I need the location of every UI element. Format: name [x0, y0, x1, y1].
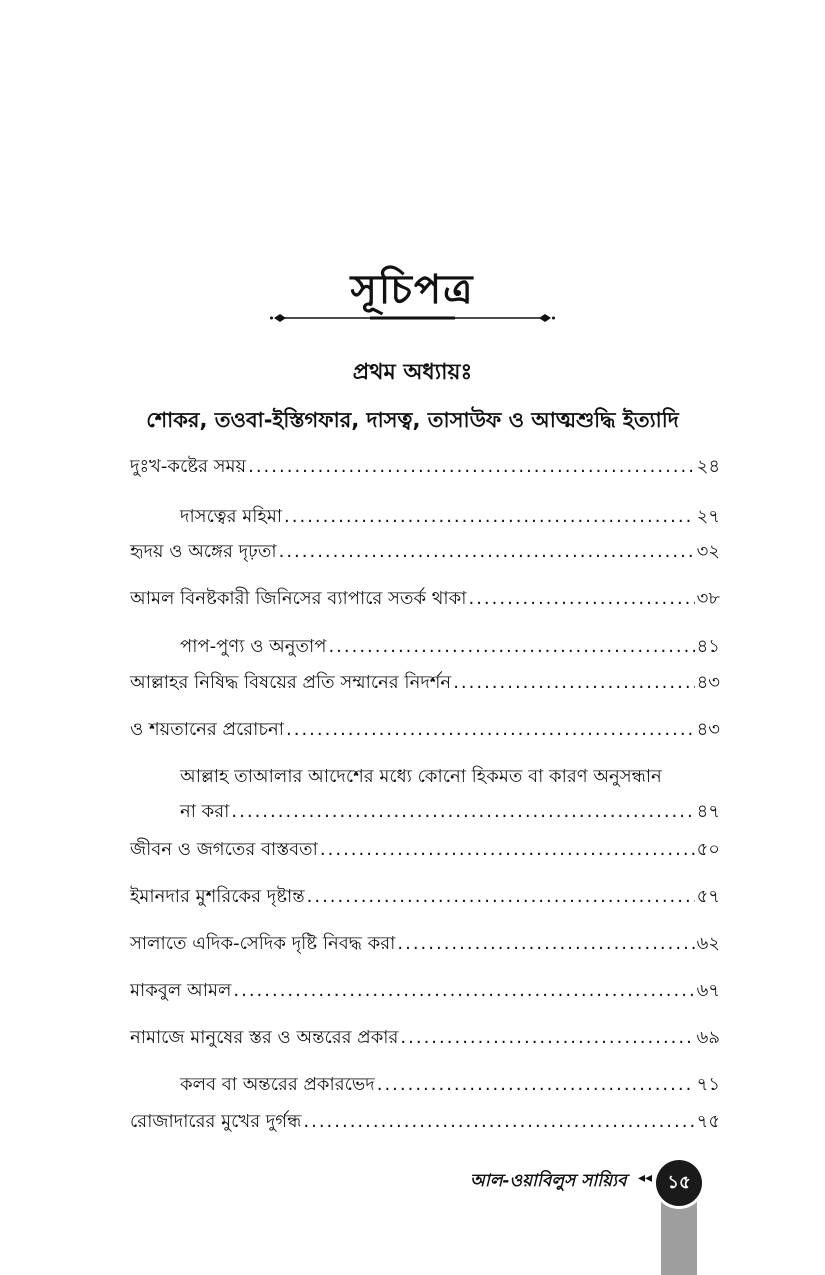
toc-dot-leader	[233, 980, 694, 1001]
toc-entry-page: ৪৩	[696, 672, 720, 693]
toc-entry-title: কলব বা অন্তরের প্রকারভেদ	[180, 1074, 375, 1095]
toc-entry-title: ইমানদার মুশরিকের দৃষ্টান্ত	[130, 886, 305, 907]
toc-dot-leader	[400, 1027, 694, 1048]
toc-dot-leader	[377, 1074, 695, 1095]
toc-entry-page: ২৪	[696, 456, 720, 477]
toc-entry-page: ৪১	[696, 636, 720, 657]
toc-entry-page: ৬৯	[696, 1027, 720, 1048]
toc-entry-title: পাপ-পুণ্য ও অনুতাপ	[180, 636, 327, 657]
toc-dot-leader	[286, 719, 695, 740]
toc-entry-title: মাকবুল আমল	[130, 980, 232, 1001]
toc-entry-page: ৬২	[696, 933, 720, 954]
toc-entry-title: রোজাদারের মুখের দুর্গন্ধ	[130, 1111, 302, 1132]
toc-entry	[130, 537, 720, 565]
toc-entry	[130, 452, 720, 480]
toc-entry	[130, 1070, 720, 1098]
toc-dot-leader	[397, 933, 694, 954]
toc-entry	[130, 835, 720, 863]
toc-dot-leader	[328, 636, 694, 657]
toc-entry	[130, 797, 720, 825]
toc-entry	[130, 584, 720, 612]
title-ornament-divider	[270, 308, 555, 328]
toc-entry-title-continuation: না করা	[180, 801, 230, 822]
toc-entry	[130, 882, 720, 910]
toc-entry-page: ৫০	[696, 839, 720, 860]
toc-entry-page: ৭১	[696, 1074, 720, 1095]
toc-entry-title: সালাতে এদিক-সেদিক দৃষ্টি নিবদ্ধ করা	[130, 933, 396, 954]
toc-entry-title: ও শয়তানের প্ররোচনা	[130, 719, 285, 740]
running-footer-book-title: আল-ওয়াবিলুস সায়্যিব	[470, 1171, 627, 1191]
toc-entry-page: ৩২	[696, 541, 720, 562]
toc-entry-page: ২৭	[696, 506, 720, 527]
toc-entry-title: নামাজে মানুষের স্তর ও অন্তরের প্রকার	[130, 1027, 399, 1048]
chapter-subtitle: শোকর, তওবা-ইস্তিগফার, দাসত্ব, তাসাউফ ও আত্মশুদ্ধি ইত্যাদি	[146, 408, 679, 432]
toc-entry	[130, 1023, 720, 1051]
toc-entry-page: ৩৮	[696, 588, 720, 609]
toc-entry-title: দাসত্বের মহিমা	[180, 506, 283, 527]
toc-entry-title: আল্লাহর নিষিদ্ধ বিষয়ের প্রতি সম্মানের নিদর্শন	[130, 672, 452, 693]
page-number-badge: ১৫	[656, 1160, 702, 1206]
toc-dot-leader	[320, 839, 695, 860]
toc-entry	[130, 502, 720, 530]
toc-entry	[130, 668, 720, 696]
toc-entry	[130, 632, 720, 660]
toc-entry-page: ৪৭	[696, 801, 720, 822]
toc-dot-leader	[248, 456, 695, 477]
toc-dot-leader	[231, 801, 694, 822]
toc-entry-page: ৪৩	[696, 719, 720, 740]
toc-entry-page: ৭৫	[696, 1111, 720, 1132]
chapter-heading: প্রথম অধ্যায়ঃ	[352, 360, 473, 385]
toc-dot-leader	[279, 541, 695, 562]
toc-entry-title: হৃদয় ও অঙ্গের দৃঢ়তা	[130, 541, 277, 562]
toc-dot-leader	[468, 588, 694, 609]
page-title: সূচিপত্র	[350, 267, 475, 313]
toc-dot-leader	[303, 1111, 694, 1132]
toc-dot-leader	[453, 672, 694, 693]
toc-entry-page: ৫৭	[696, 886, 720, 907]
toc-entry	[130, 715, 720, 743]
toc-dot-leader	[307, 886, 695, 907]
toc-entry	[130, 929, 720, 957]
toc-entry-title: দুঃখ-কষ্টের সময়	[130, 456, 247, 477]
toc-entry	[130, 976, 720, 1004]
toc-dot-leader	[284, 506, 695, 527]
toc-entry-title: আমল বিনষ্টকারী জিনিসের ব্যাপারে সতর্ক থাকা	[130, 588, 467, 609]
toc-entry	[130, 1107, 720, 1135]
double-arrow-left-icon: ◂◂	[638, 1170, 653, 1186]
toc-entry-page: ৬৭	[696, 980, 720, 1001]
toc-entry-title: জীবন ও জগতের বাস্তবতা	[130, 839, 318, 860]
toc-entry-title-line: আল্লাহ তাআলার আদেশের মধ্যে কোনো হিকমত বা কারণ অনুসন্ধান	[180, 766, 662, 787]
